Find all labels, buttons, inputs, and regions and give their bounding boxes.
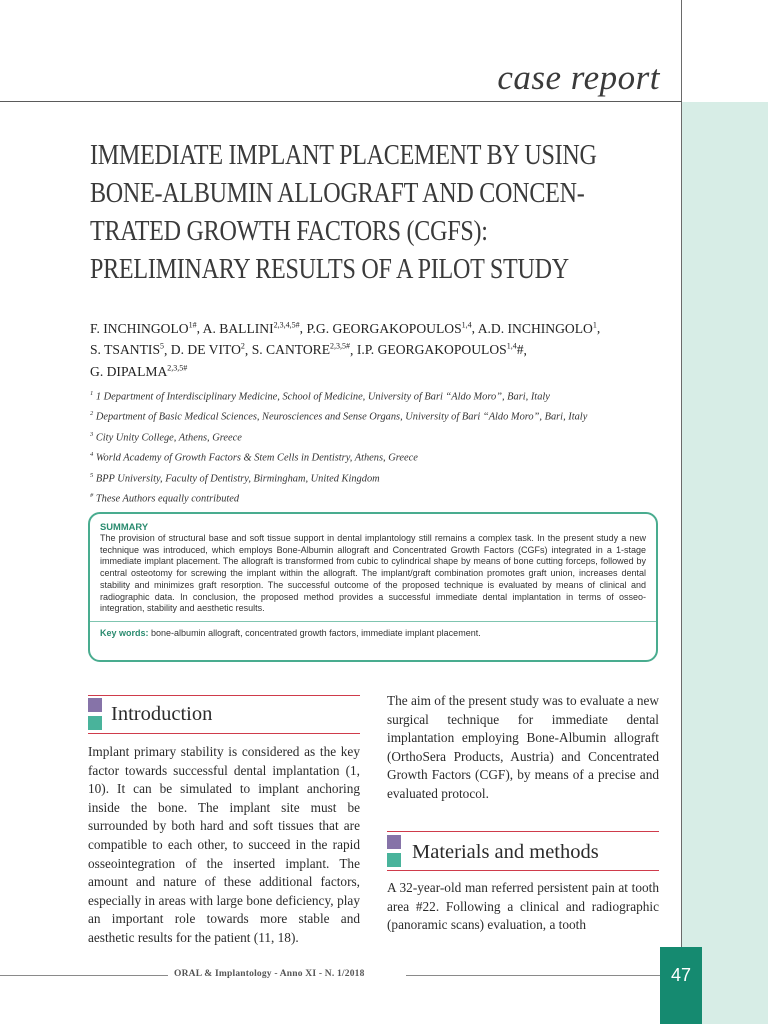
footer-rule-right [406,975,682,976]
author: A. $BALLINI^{2,3,4,5\#}$ [202,320,300,336]
author: A.D. INCHINGOLO$^1$ [477,320,597,336]
footer-rule-left [0,975,168,976]
title-line: IMMEDIATE IMPLANT PLACEMENT BY USING [90,140,597,171]
author: I.P. GEORGAKOPOULOS$^{1,4}$# [356,341,524,358]
side-color-band [682,102,768,1024]
introduction-text: Implant primary stability is considered as the key factor towards successful dental implantation (1, 10). It can be simulated to implant anchoring inside the bone. The implant site must be surrounded by both hard and soft tissues that are compatible to each other, to succeed in the rapid osseointegration of the inserted implant. The amount and nature of these additional factors, especially in areas with large bone deficiency, play an important role towards more stable and aesthetic results for the patient (11, 18). [88,744,360,945]
journal-footer: ORAL & Implantology - Anno XI - N. 1/2018 [174,969,365,979]
summary-text: The provision of structural base and soft tissue support in dental implantology still remains a complex task. In the present study a new technique was introduced, which employs Bone-Albumin allograft and Concentrated Growth Factors (CGFs) integrated in a 1-stage immediate implant placement. The allograft is transformed from cubic to cylindrical shape by means of bone cutting forceps, followed by central osteotomy for screwing the implant within the allograft. The implant/graft combination promotes graft union, increases dental stability and minimizes graft resorption. The successful outcome of the proposed technique is evaluated by means of clinical and radiographic data. In conclusion, the proposed method provides a successful immediate dental implantation in terms of osseo-integration, stability and aesthetic results. [100,533,646,614]
section-heading-methods: Materials and methods [412,841,599,863]
methods-text: A 32-year-old man referred persistent pain at tooth area #22. Following a clinical and radiographic (panoramic scans) evaluation, a tooth [387,880,659,933]
affiliation-list [90,385,650,508]
author: P.G. GEORGAKOPOULOS$^{1,4}$ [306,320,472,336]
author: F. $INCHINGOLO^{1\#}$ [90,320,197,336]
heading-square-purple [88,698,102,712]
article-title [90,137,650,289]
section-rule [387,870,659,871]
section-rule [387,831,659,832]
page-number: 47 [670,965,692,985]
author: G. $DIPALMA^{2,3,5\#}$ [90,363,188,380]
header-rule [0,101,682,102]
summary-divider [90,621,656,622]
title-line: PRELIMINARY RESULTS OF A PILOT STUDY [90,254,569,285]
aim-text: The aim of the present study was to evaluate a new surgical technique for immediate dental implantation employing Bone-Albumin allograft (OrthoSera Products, Austria) and Concentrated Growth Factors (CGF), by means of a precise and evaluated protocol. [387,693,659,801]
title-line: TRATED GROWTH FACTORS (CGFS): [90,216,488,247]
affiliation-item: $^5$ BPP University, Faculty of Dentistry, Birmingham, United Kingdom [90,471,380,485]
keywords-text: bone-albumin allograft, concentrated growth factors, immediate implant placement. [151,627,481,638]
author: S. $CANTORE^{2,3,5\#}$ [251,341,351,358]
keywords-label: Key words: [100,627,149,638]
heading-square-teal [387,853,401,867]
margin-vertical-rule [681,0,682,1024]
section-rule [88,733,360,734]
affiliation-item: # These Authors equally contributed [90,492,240,505]
section-label: case report [497,58,660,97]
summary-heading: SUMMARY [100,521,149,532]
section-rule [88,695,360,696]
author: S. TSANTIS$^5$ [90,341,164,358]
heading-square-teal [88,716,102,730]
author-list: F. $INCHINGOLO^{1\#}$, A. $BALLINI^{2,3,4,5\#}$, P.G. GEORGAKOPOULOS$^{1,4}$, A.D. INCHINGOLO$^1$, S. TSANTIS$^5$, D. DE VITO$^2$, S. $CANTORE^{2,3,5\#}$, I.P. GEORGAKOPOULOS$^{1,4}$#, G. $DIPALMA^{2,3,5\#}$ [90,320,601,380]
affiliation-item: $^4$ World Academy of Growth Factors & Stem Cells in Dentistry, Athens, Greece [90,451,418,464]
title-line: BONE-ALBUMIN ALLOGRAFT AND CONCEN- [90,178,585,209]
affiliation-item: $^1$ 1 Department of Interdisciplinary Medicine, School of Medicine, University of Bari “Aldo Moro”, Bari, Italy [90,390,550,403]
heading-square-purple [387,835,401,849]
section-heading-introduction: Introduction [111,703,213,725]
keywords [100,628,646,638]
affiliation-item: $^2$ Department of Basic Medical Sciences, Neurosciences and Sense Organs, University of Bari “Aldo Moro”, Bari, Italy [90,410,588,423]
affiliation-item: $^3$ City Unity College, Athens, Greece [90,430,242,444]
author: D. DE VITO$^2$ [170,341,245,358]
summary-box [88,512,658,662]
